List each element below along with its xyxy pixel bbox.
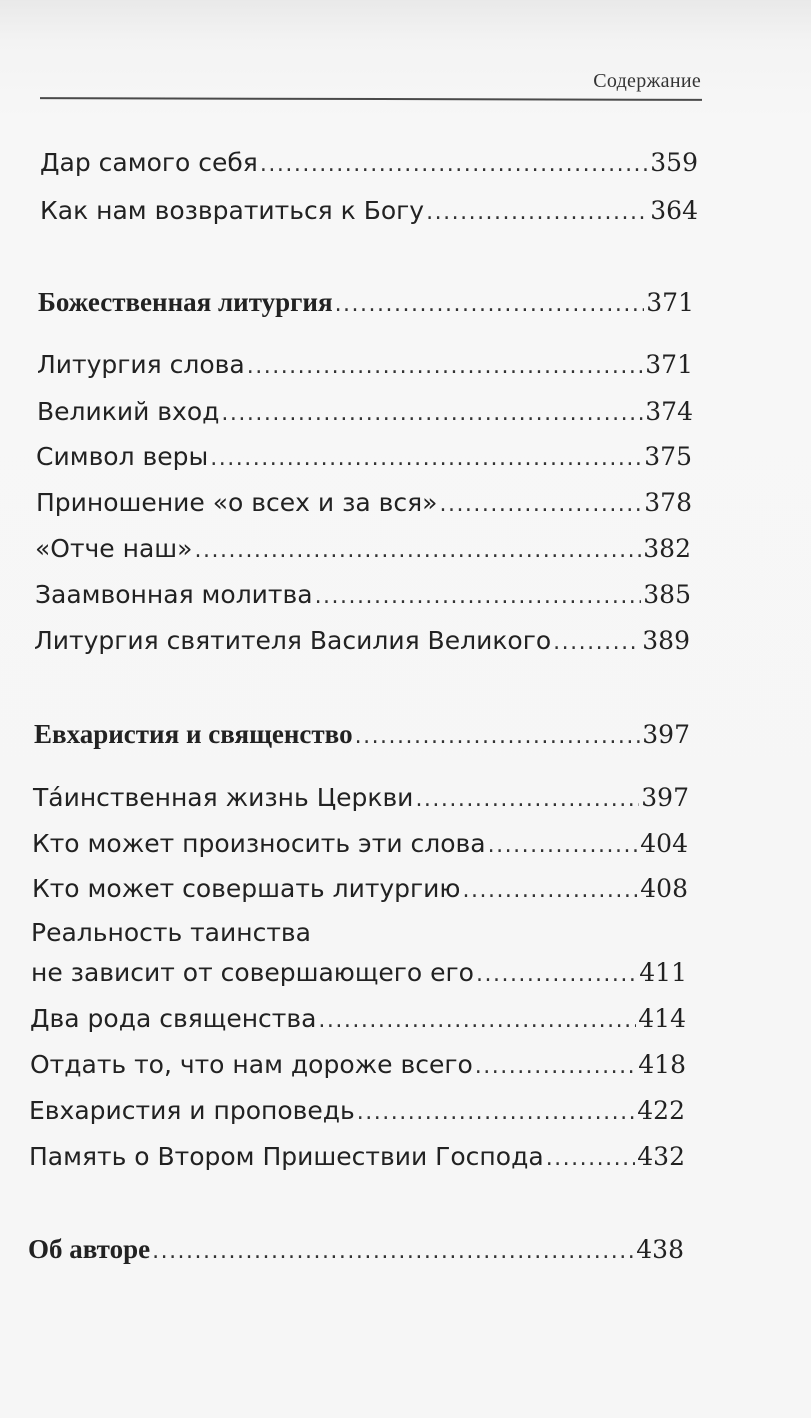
- toc-entry[interactable]: [36, 488, 692, 518]
- toc-entry-title: Дар самого себя: [40, 148, 258, 177]
- dot-leader: [415, 785, 639, 815]
- toc-entry[interactable]: [32, 874, 688, 904]
- toc-entry[interactable]: [29, 1096, 685, 1126]
- toc-entry-page: 397: [641, 783, 689, 812]
- dot-leader: [152, 1237, 634, 1267]
- toc-section-page: 438: [636, 1235, 684, 1264]
- toc-entry-page: 385: [643, 580, 691, 609]
- toc-entry[interactable]: [37, 397, 693, 427]
- dot-leader: [260, 150, 648, 180]
- toc-entry[interactable]: [30, 1050, 686, 1080]
- dot-leader: [194, 536, 641, 566]
- toc-entry-title: не зависит от совершающего его: [31, 958, 474, 987]
- toc-entry-title: Отдать то, что нам дороже всего: [30, 1050, 473, 1079]
- toc-entry[interactable]: [40, 196, 698, 226]
- dot-leader: [546, 1144, 636, 1174]
- dot-leader: [357, 1098, 636, 1128]
- dot-leader: [210, 444, 642, 474]
- toc-entry[interactable]: [33, 783, 689, 813]
- toc-entry-title: Кто может произносить эти слова: [32, 829, 486, 858]
- toc-entry-title: Как нам возвратиться к Богу: [40, 196, 425, 225]
- toc-entry-title: Евхаристия и проповедь: [29, 1096, 355, 1125]
- toc-entry-page: 418: [638, 1050, 686, 1079]
- toc-entry-page: 374: [645, 397, 693, 426]
- toc-entry-page: 411: [639, 958, 687, 987]
- toc-entry-title: Та́инственная жизнь Церкви: [33, 783, 414, 812]
- toc-entry[interactable]: [35, 580, 691, 610]
- toc-entry-title: Великий вход: [37, 397, 220, 426]
- toc-entry[interactable]: [40, 148, 698, 178]
- toc-entry-title: Приношение «о всех и за вся»: [36, 488, 438, 517]
- dot-leader: [476, 960, 637, 990]
- toc-entry-title: Два рода священства: [30, 1004, 317, 1033]
- toc-entry-title: Литургия святителя Василия Великого: [34, 626, 552, 655]
- toc-entry-title: «Отче наш»: [35, 534, 193, 563]
- toc-entry-page: 414: [638, 1004, 686, 1033]
- toc-section-page: 397: [642, 720, 690, 749]
- toc-section[interactable]: [34, 719, 690, 749]
- toc-entry-title-line1: Реальность таинства: [31, 918, 311, 947]
- dot-leader: [462, 876, 638, 906]
- toc-entry-title: Символ веры: [36, 442, 209, 471]
- dot-leader: [553, 628, 640, 658]
- toc-entry-title: Память о Втором Пришествии Господа: [29, 1142, 544, 1171]
- toc-section-title: Божественная литургия: [38, 287, 333, 317]
- toc-entry[interactable]: [29, 1142, 685, 1172]
- toc-entry[interactable]: [34, 626, 690, 656]
- dot-leader: [221, 399, 643, 429]
- dot-leader: [488, 831, 639, 861]
- toc-section-page: 371: [646, 288, 694, 317]
- toc-entry[interactable]: [31, 958, 687, 988]
- toc-entry-page: 422: [637, 1096, 685, 1125]
- toc-section[interactable]: [38, 287, 694, 317]
- toc-entry[interactable]: [37, 350, 693, 380]
- toc-section-title: Об авторе: [28, 1234, 151, 1264]
- toc-entry-page: 364: [650, 196, 698, 225]
- dot-leader: [315, 582, 642, 612]
- toc-entry-title: Литургия слова: [37, 350, 245, 379]
- toc-section-title: Евхаристия и священство: [34, 719, 353, 749]
- toc-entry-page: 382: [643, 534, 691, 563]
- toc-entry[interactable]: [35, 534, 691, 564]
- header-rule: [40, 97, 702, 101]
- toc-entry-page: 378: [644, 488, 692, 517]
- running-head: Содержание: [593, 70, 701, 92]
- dot-leader: [426, 198, 648, 228]
- toc-entry[interactable]: [36, 442, 692, 472]
- toc-entry[interactable]: [30, 1004, 686, 1034]
- toc-entry-title: Кто может совершать литургию: [32, 874, 461, 903]
- toc-entry-page: 375: [644, 442, 692, 471]
- toc-entry-title: Заамвонная молитва: [35, 580, 313, 609]
- toc-entry-page: 389: [642, 626, 690, 655]
- dot-leader: [475, 1052, 637, 1082]
- toc-entry-page: 404: [640, 829, 688, 858]
- toc-entry-page: 371: [645, 350, 693, 379]
- dot-leader: [335, 290, 645, 320]
- toc-section[interactable]: [28, 1234, 684, 1264]
- toc-entry-page: 359: [650, 148, 698, 177]
- dot-leader: [318, 1006, 636, 1036]
- toc-entry-page: 408: [640, 874, 688, 903]
- toc-entry[interactable]: [32, 829, 688, 859]
- toc-entry-page: 432: [637, 1142, 685, 1171]
- dot-leader: [355, 722, 641, 752]
- dot-leader: [247, 352, 644, 382]
- dot-leader: [439, 490, 642, 520]
